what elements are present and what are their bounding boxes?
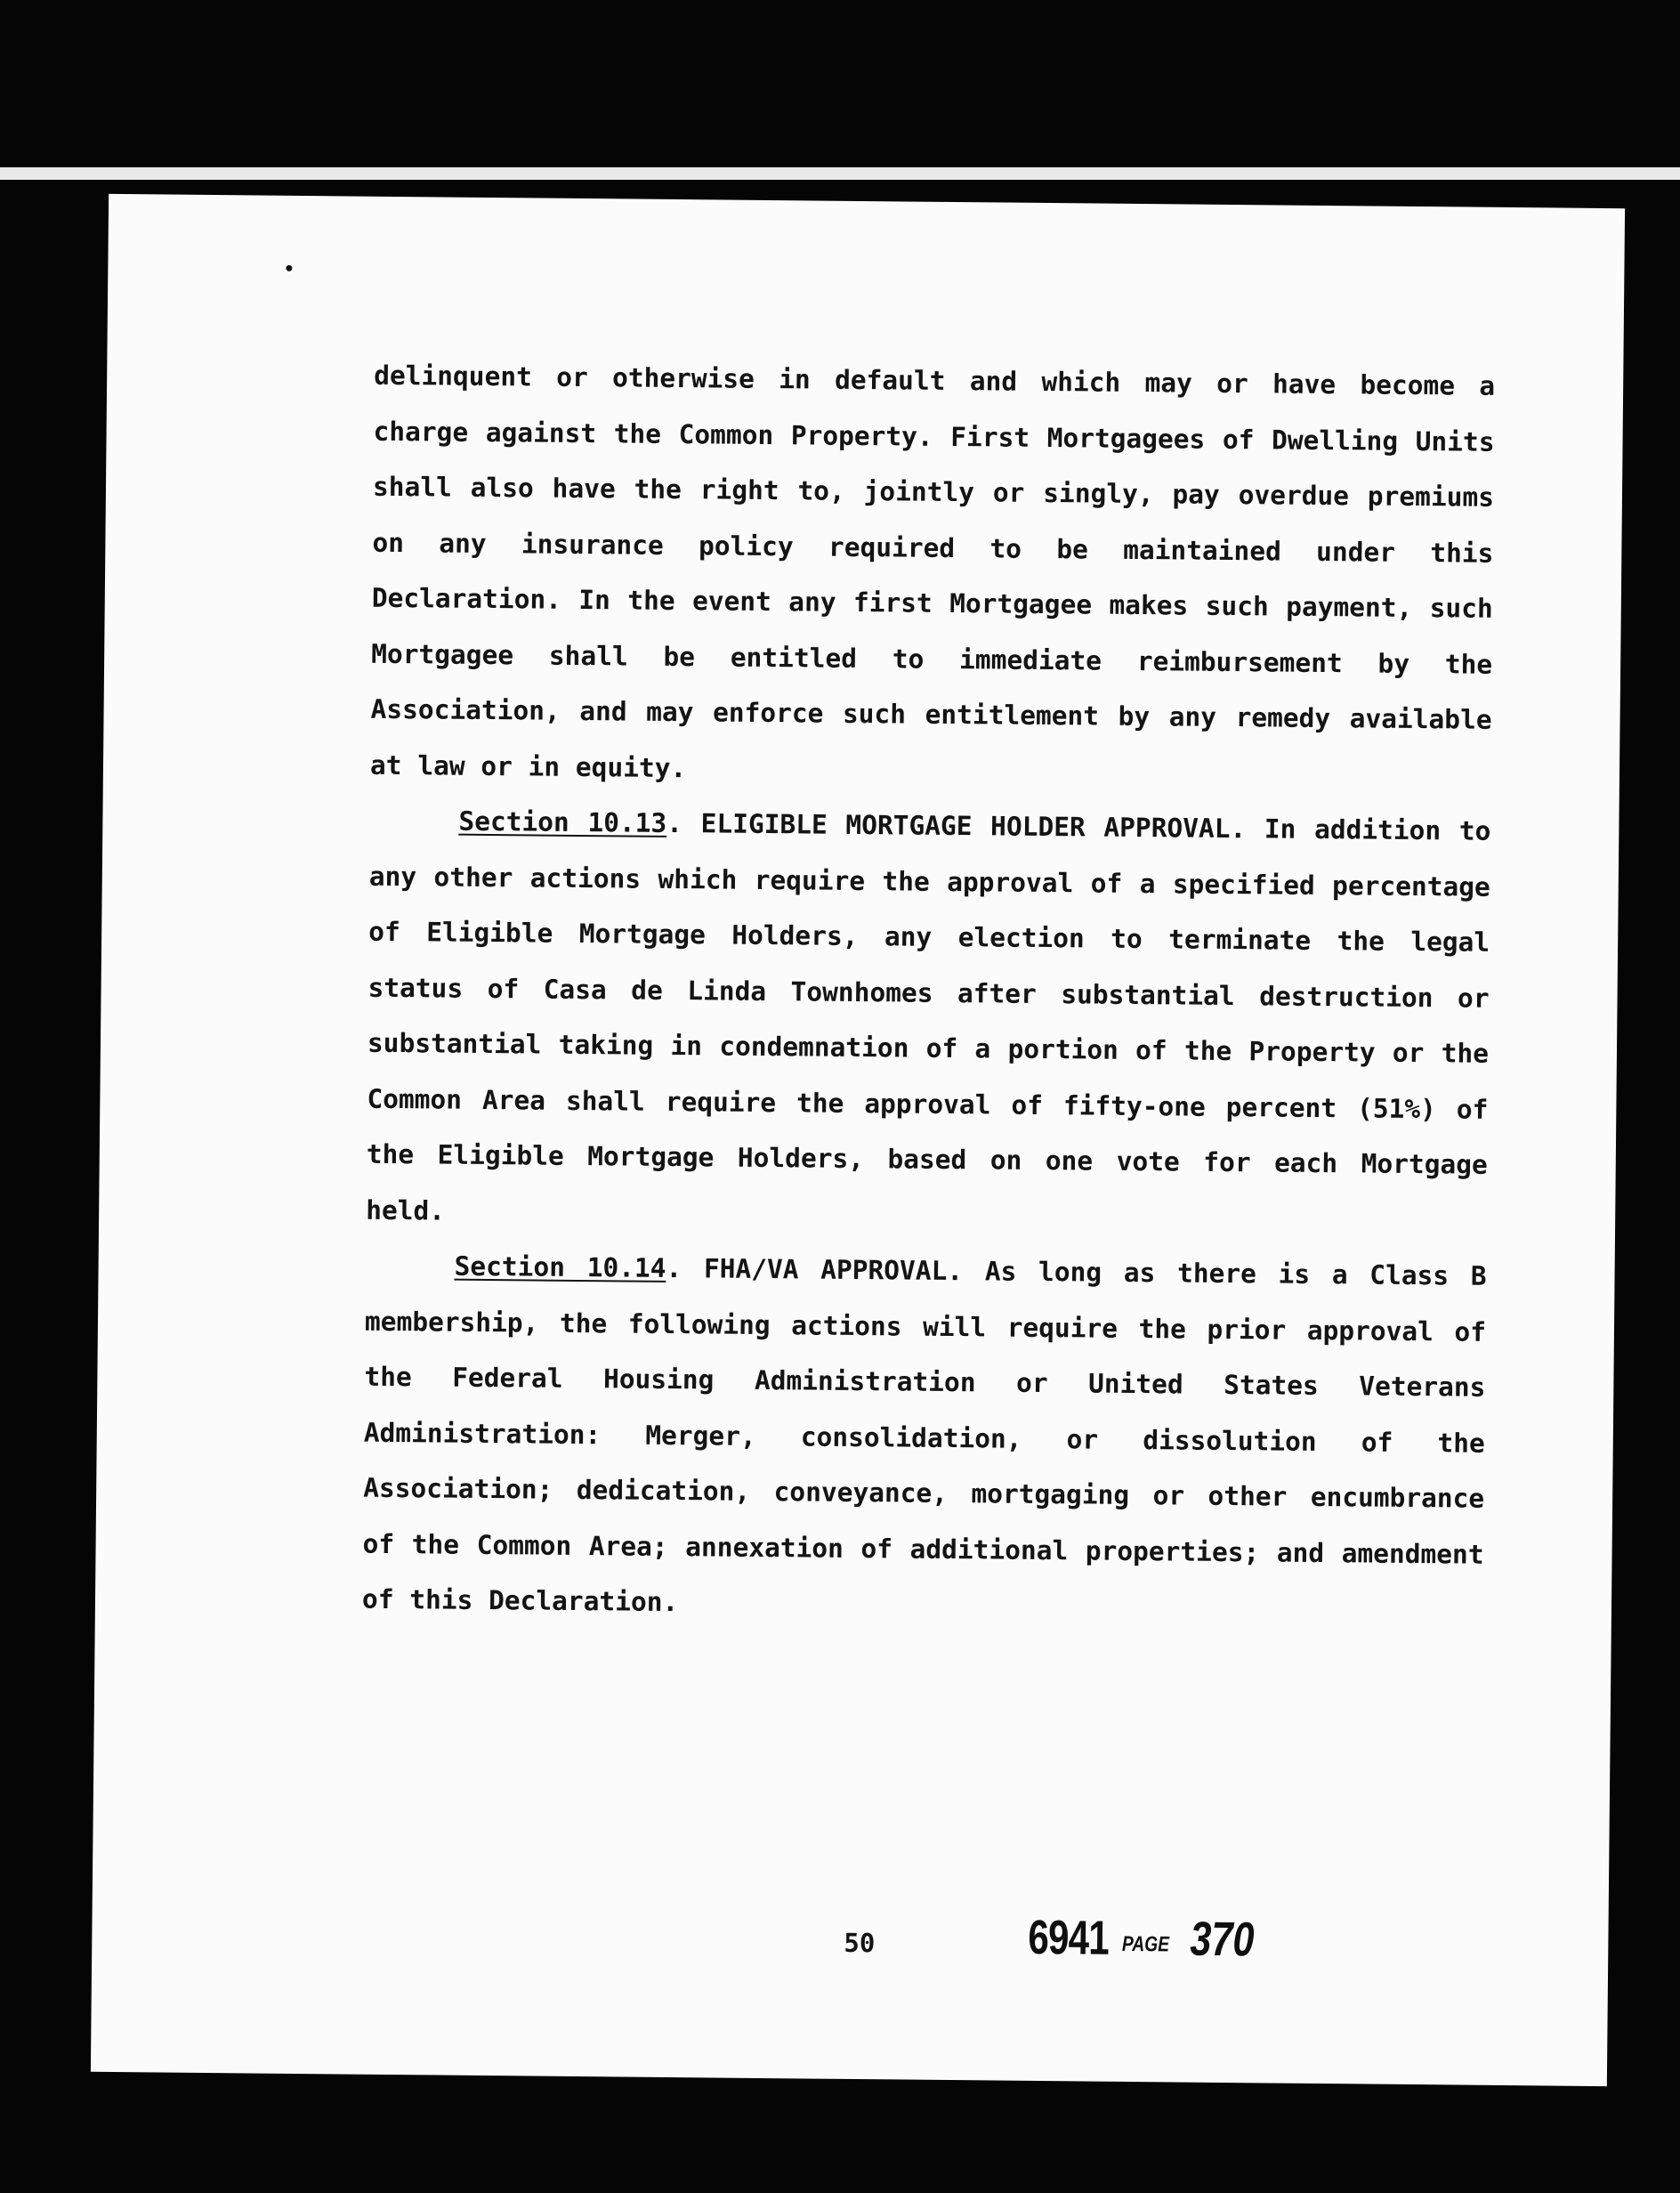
scan-border-strip [0,167,1680,180]
section-heading: Section 10.14 [454,1250,666,1283]
paragraph-continuation [370,348,1496,804]
document-body [362,348,1496,1639]
book-page-number: 370 [1190,1912,1256,1967]
paragraph-section-10-13 [366,793,1491,1249]
paragraph-text: . FHA/VA APPROVAL. As long as there is a Class B membership, the following actions will require the prior approval of the Federal Housing Administration or United States Veterans Administration: Merger, consolidation, or dissolution of the Association; dedication, conveyance, mortgaging or other encumbrance of the Common Area; annexation of additional properties; and amendment of this Declaration. [361,1252,1487,1618]
paragraph-section-10-14 [362,1238,1487,1639]
book-number: 6941 [1028,1910,1110,1965]
page-number: 50 [844,1927,876,1959]
document-page [91,194,1625,2086]
paragraph-text: . ELIGIBLE MORTGAGE HOLDER APPROVAL. In addition to any other actions which require the approval of a specified percentage of Eligible Mortgage Holders, any election to terminate the legal status of Casa de Linda Townhomes after substantial destruction or substantial taking in condemnation of a portion of the Property or the Common Area shall require the approval of fifty-one percent (51%) of the Eligible Mortgage Holders, based on one vote for each Mortgage held. [366,807,1491,1226]
scan-speck [286,265,292,271]
section-heading: Section 10.13 [458,805,667,838]
page-label: PAGE [1121,1931,1169,1957]
book-page-stamp [1028,1910,1263,1968]
paragraph-text: delinquent or otherwise in default and which may or have become a charge against the Common Property. First Mortgagees of Dwelling Units shall also have the right to, jointly or singly, pay overdue premiums on any insurance policy required to be maintained under this Declaration. In the event any first Mortgagee makes such payment, such Mortgagee shall be entitled to immediate reimbursement by the Association, and may enforce such entitlement by any remedy available at law or in equity. [369,360,1496,783]
